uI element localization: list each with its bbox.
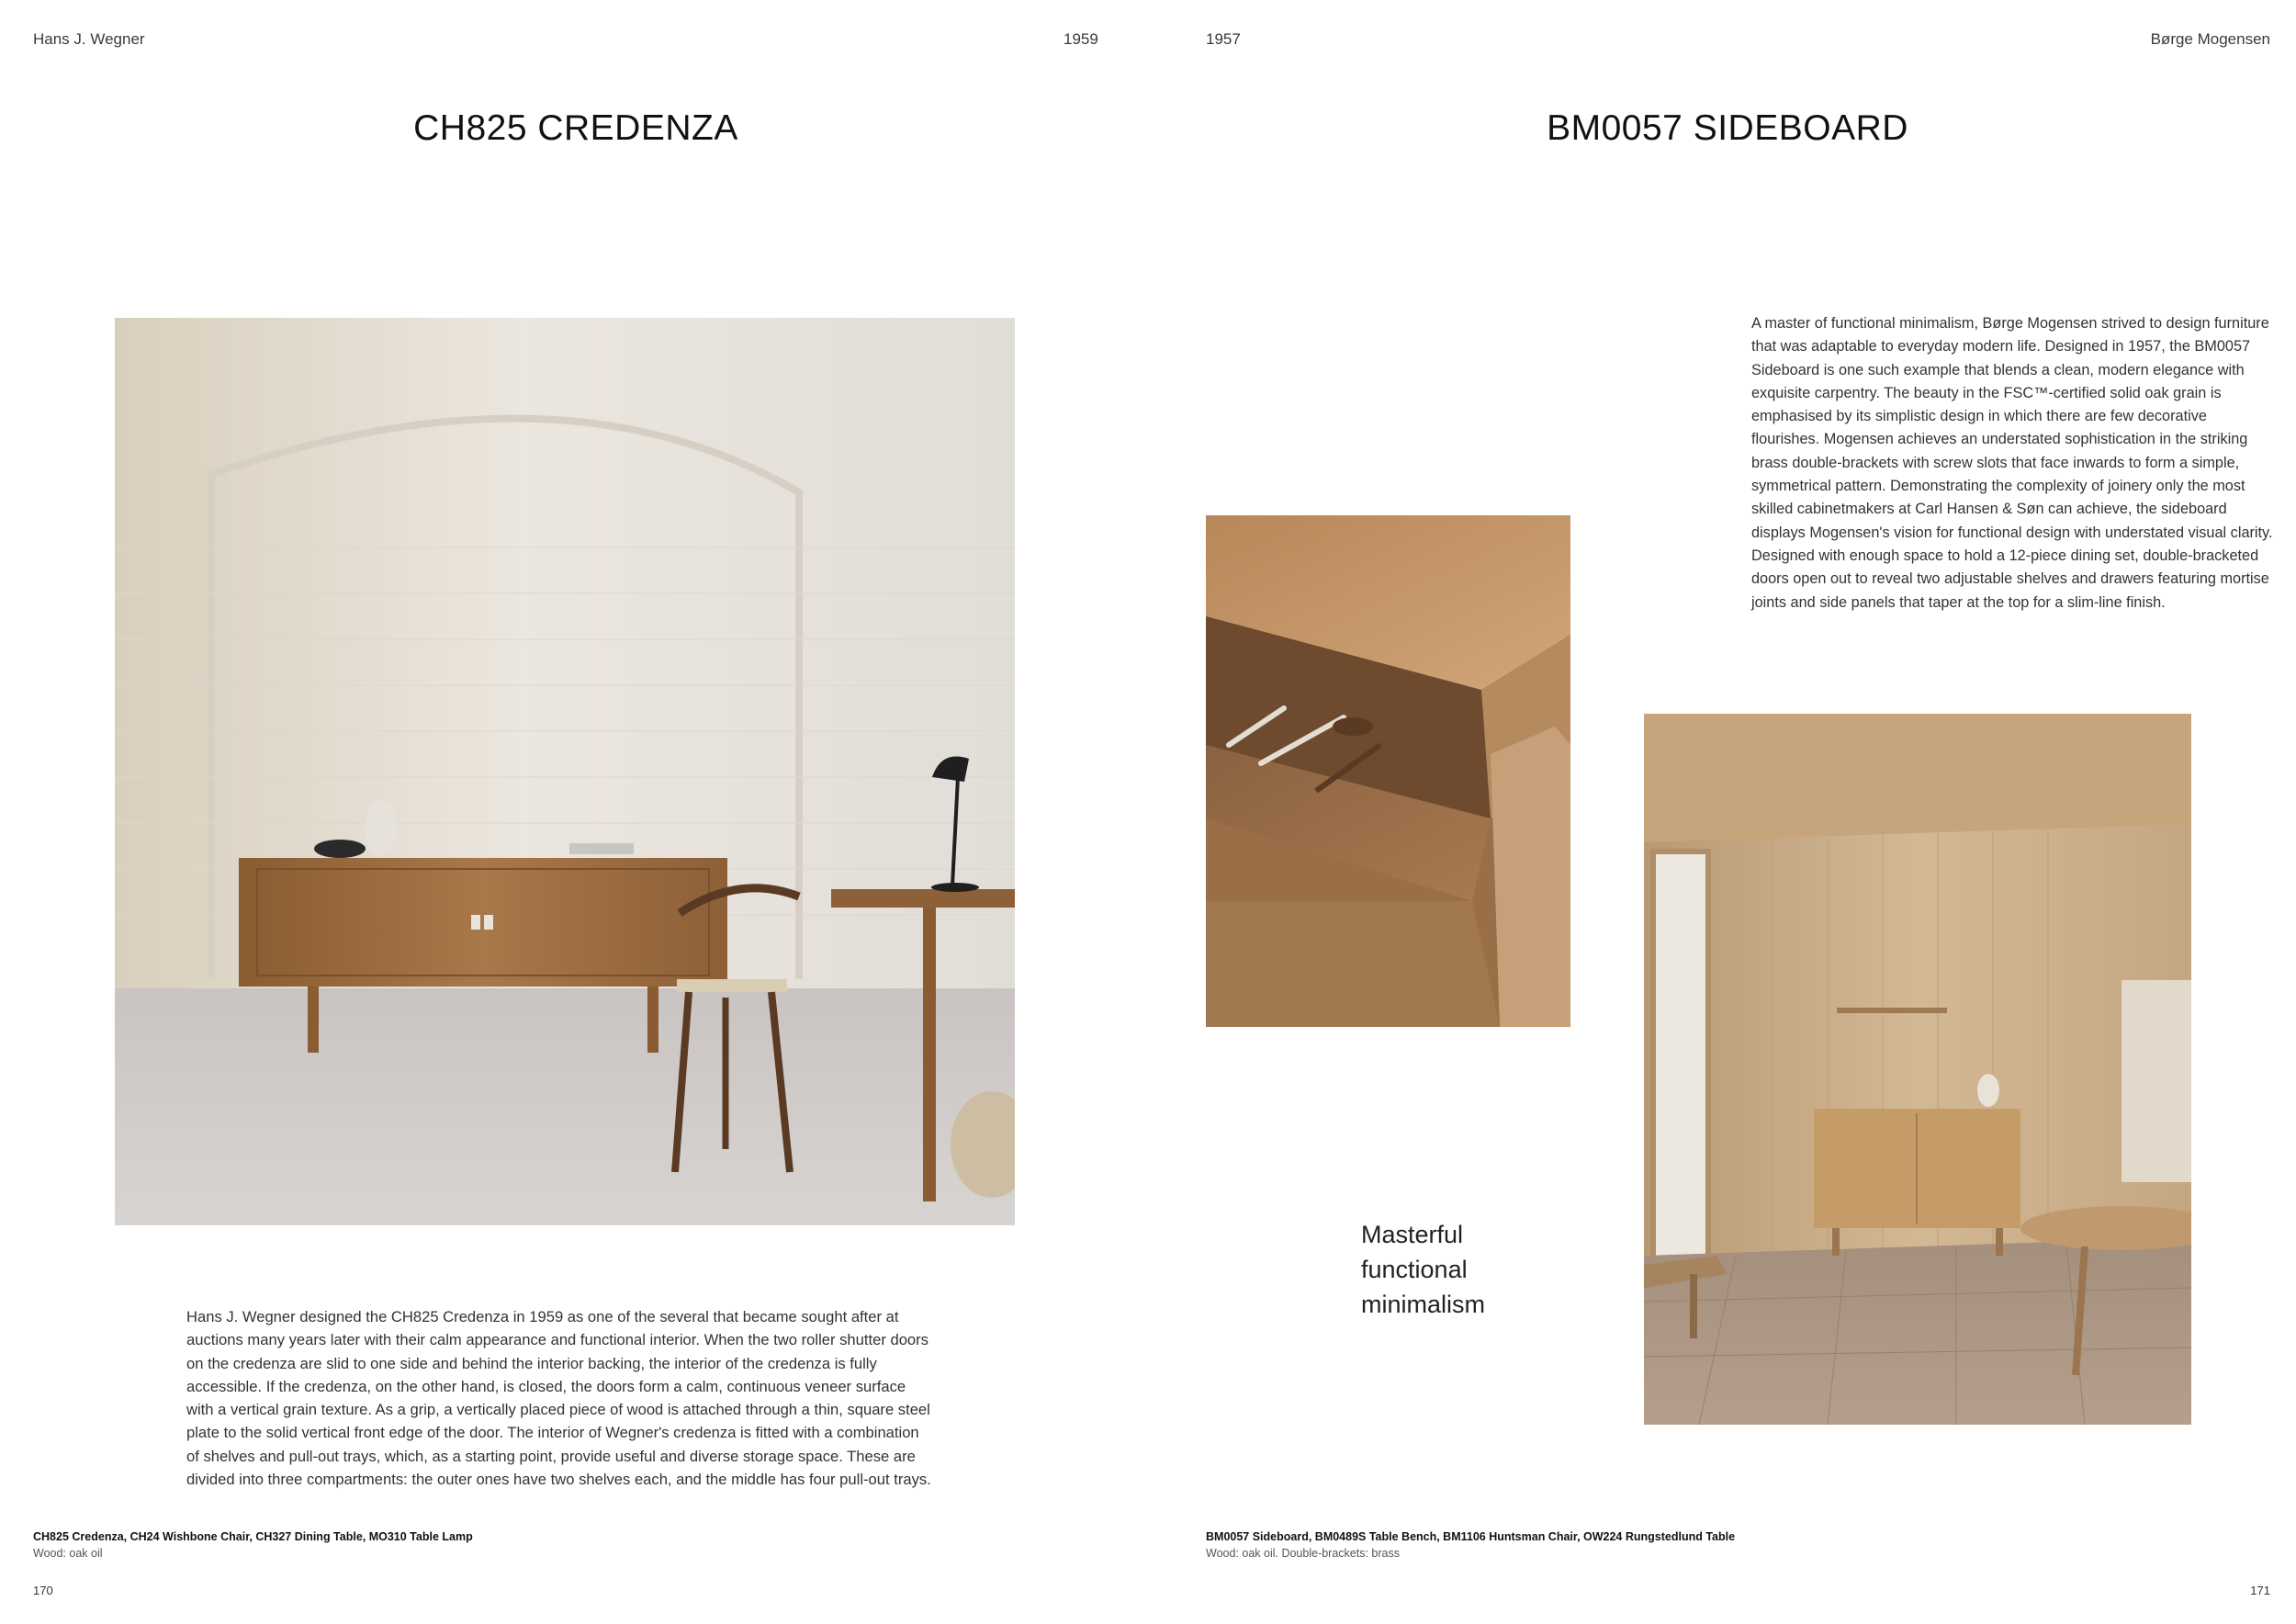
sideboard-description: A master of functional minimalism, Børge Mogensen strived to design furniture that was adaptable to everyday modern life. Designed in 1957, the BM0057 Sideboard is one such example that blends a clean, modern elegance with exquisite carpentry. The beauty in the FSC™-certified solid oak grain is emphasised by its simplistic design in which there are few decorative flourishes. Mogensen achieves an understated sophistication in the striking brass double-brackets with screw slots that face inwards to form a simple, symmetrical pattern. Demonstrating the complexity of joinery only the most skilled cabinetmakers at Carl Hansen & Søn can achieve, the sideboard displays Mogensen's vision for functional design with understated visual clarity. Designed with enough space to hold a 12-piece dining set, double-bracketed doors open out to reveal two adjustable shelves and drawers featuring mortise joints and side panels that taper at the top for a slim-line finish. bbox=[1751, 315, 2273, 611]
pull-quote-line-3: minimalism bbox=[1361, 1291, 1485, 1318]
right-header-designer: Børge Mogensen bbox=[2150, 30, 2270, 48]
right-page-title: BM0057 SIDEBOARD bbox=[1547, 108, 1908, 148]
credenza-room-photo bbox=[115, 318, 1015, 1225]
sideboard-room-photo bbox=[1644, 714, 2191, 1425]
left-header-year: 1959 bbox=[1064, 30, 1098, 48]
pull-quote-line-2: functional bbox=[1361, 1256, 1468, 1283]
pull-quote bbox=[1361, 1217, 1485, 1322]
left-caption-material: Wood: oak oil bbox=[33, 1547, 103, 1560]
right-page-number: 171 bbox=[2250, 1584, 2270, 1597]
right-header-year: 1957 bbox=[1206, 30, 1241, 48]
left-page-title: CH825 CREDENZA bbox=[413, 108, 738, 148]
pull-quote-line-1: Masterful bbox=[1361, 1221, 1464, 1248]
left-caption-title: CH825 Credenza, CH24 Wishbone Chair, CH327 Dining Table, MO310 Table Lamp bbox=[33, 1530, 473, 1543]
right-caption-material: Wood: oak oil. Double-brackets: brass bbox=[1206, 1547, 1400, 1560]
drawer-detail-photo bbox=[1206, 515, 1570, 1027]
left-page-number: 170 bbox=[33, 1584, 53, 1597]
credenza-description: Hans J. Wegner designed the CH825 Credenza in 1959 as one of the several that became sought after at auctions many years later with their calm appearance and functional interior. When the two roller shutter doors on the credenza are slid to one side and behind the interior backing, the interior of the credenza is fully accessible. If the credenza, on the other hand, is closed, the doors form a calm, continuous veneer surface with a vertical grain texture. As a grip, a vertically placed piece of wood is attached through a thin, square steel plate to the solid vertical front edge of the door. The interior of Wegner's credenza is fitted with a combination of shelves and pull-out trays, which, as a starting point, provide useful and diverse storage space. These are divided into three compartments: the outer ones have two shelves each, and the middle has four pull-out trays. bbox=[186, 1308, 931, 1489]
left-header-designer: Hans J. Wegner bbox=[33, 30, 145, 48]
right-caption-title: BM0057 Sideboard, BM0489S Table Bench, BM1106 Huntsman Chair, OW224 Rungstedlund Table bbox=[1206, 1530, 1736, 1543]
